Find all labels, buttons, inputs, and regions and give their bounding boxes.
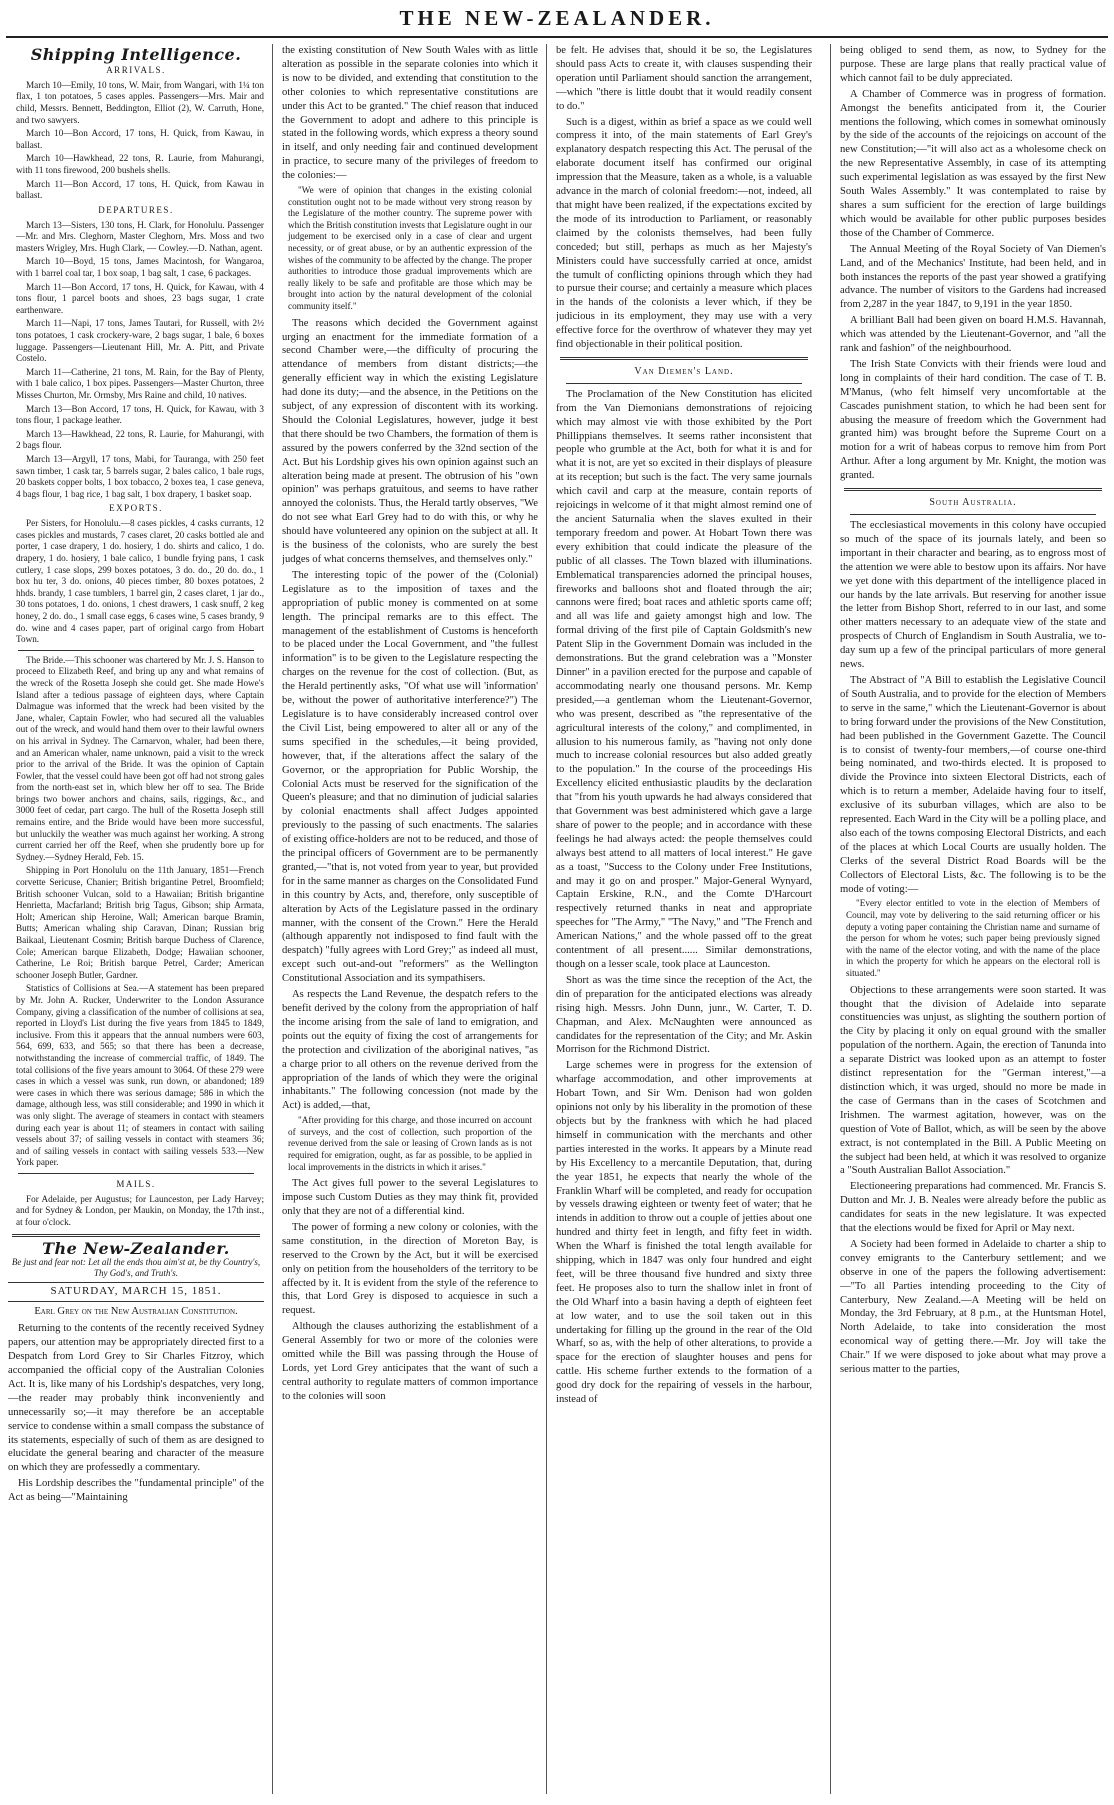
article-paragraph: As respects the Land Revenue, the despatch refers to the benefit derived by the colony from the appropriation of half the income arising from the sale of land to emigration, and points out the equity of fixing the cost of arrangements for the protection and civilization of the aboriginal natives, "as a charge prior to all others on the revenue derived from the appropriation of the lands of which they were the original inhabitants." The following concession (not made by the Act) is added,—that, [282, 989, 538, 1112]
masthead-rule [6, 36, 1108, 38]
departures-heading: DEPARTURES. [98, 204, 174, 215]
article-paragraph: Electioneering preparations had commenced. Mr. Francis S. Dutton and Mr. J. B. Neales were already before the public as candidates for seats in the new legislature. It was expected that the elections would be fixed for April or May next. [840, 1181, 1106, 1235]
divider [844, 488, 1102, 491]
article-paragraph: The Abstract of "A Bill to establish the Legislative Council of South Australia, and to provide for the election of Members to serve in the same," which the Lieutenant-Governor is about to bring forward under the provisions of the New Constitution, had been published in the Government Gazette. The Council is to consist of twenty-four members,—of course one-third being nominated, and two-thirds elected. It is proposed to divide the Province into sixteen Electoral Districts, each of which is to return a member, Adelaide having four to itself, exclusive of its suburban villages, which are also to be represented. Each Ward in the City will be a polling place, and also each of the towns composing Electoral Districts, and each of the places at which Local Courts are usually holden. The Clerks of the several District Road Boards will be the Collectors of Electoral Lists, &c. The following is to be the mode of voting:— [840, 674, 1106, 895]
quotation: "We were of opinion that changes in the existing colonial constitution ought not to be made without very strong reason by the Legislature of the mother country. The supreme power with which the British constitution invests that Legislature ought in our judgement to be exercised only in a case of clear and urgent necessity, or of great abuse, or by an authentic expression of the wishes of the community to be affected by the change. The proper authorities to introduce those gradual improvements which are really likely to be safe and profitable are those which may be brought into action by the natural development of the colonial community itself." [288, 185, 532, 311]
arrival-entry: March 10—Emily, 10 tons, W. Mair, from Wangari, with 1¼ ton flax, 1 ton potatoes, 5 cases apples. Passengers—Mrs. Mair and child, Messrs. Bennett, Beddington, Elliot (2), W. Carruth, Hone, and two sawyers. [16, 79, 264, 125]
article-paragraph: The Irish State Convicts with their friends were loud and long in complaints of their hard condition. The case of T. B. M'Manus, (who felt himself very uncomfortable at the Cascades punishment station, to which he had been sent for abusing the measure of freedom which the Government had granted him) was brought before the Supreme Court on a motion for a writ of habeas corpus to remove him from Port Arthur. After a long argument by Mr. Knight, the motion was granted. [840, 358, 1106, 482]
section-heading-van-diemens-land: Van Diemen's Land. [634, 365, 734, 377]
departure-entry: March 11—Napi, 17 tons, James Tautari, for Russell, with 2½ tons potatoes, 1 cask crockery-ware, 2 bags sugar, 1 bale, 6 boxes luggage. Passengers—Lieutenant Hill, Mr. A. Pitt, and Private Costelo. [16, 318, 264, 364]
collisions-paragraph: Statistics of Collisions at Sea.—A statement has been prepared by Mr. John A. Rucker, Underwriter to the London Assurance Company, giving a classification of the number of collisions at sea, reported in Lloyd's List during the five years from 1845 to 1849, inclusive. From this it appears that the annual numbers were 603, 564, 699, 633, and 565; so that there has been a decrease, notwithstanding the increase of commercial traffic, of 1849. The total collisions of the five years amount to 3064. Of these 279 were cases in which a vessel was sunk, run down, or abandoned; 189 were cases in which there was serious damage; 586 in which the damage, although less, was still considerable; and 1990 in which it was only slight. The average of steamers in contact with steamers during each year is about 11; of steamers in contact with sailing vessels about 37; of sailing vessels in contact with steamers 36; and of sailing vessels in contact with sailing vessels 533.—New York paper. [16, 983, 264, 1168]
shipping-heading: Shipping Intelligence. [30, 45, 242, 64]
article-paragraph: Objections to these arrangements were soon started. It was thought that the division of Adelaide into separate constituencies was unjust, as slighting the southern portion of the City by placing it only on equal ground with the smaller population of the northern. Again, the erection of Tanunda into a separate District was looked upon as an attempt to foster distinct representation for the "German interest,"—a distinction which, it was urged, should no more be made in the case of Germans than in the cases of Scotchmen and Irishmen. The warmest agitation, however, was on the question of Vote of Ballot, which, as will be seen by the above extract, is not contemplated in the Bill. A Public Meeting on the subject had been held, at which it was resolved to organize a "South Australian Ballot Association." [840, 984, 1106, 1177]
divider [18, 1173, 254, 1174]
departure-entry: March 10—Boyd, 15 tons, James Macintosh, for Wangaroa, with 1 barrel coal tar, 1 box soap, 1 bag salt, 1 case, 6 packages. [16, 256, 264, 279]
article-paragraph: Large schemes were in progress for the extension of wharfage accommodation, and other improvements at Hobart Town, and Sir Wm. Denison had won golden opinions not only by his liberality in the promotion of these objects but by the frankness with which he had placed himself in communication with the merchants and other parties interested in the works. It appears by a Minute read by His Excellency to a mercantile Deputation, that, during the year 1851, he expects that nearly the whole of the Franklin Wharf will be completed, and ready for occupation by vessels drawing eighteen or twenty feet of water; that he intends in addition to throw out a couple of jetties about one hundred and thirty feet in length, and fifty feet in width. When the Wharf is finished the total length available for shipping, which in 1847 was only four hundred and eight feet, will be three thousand five hundred and sixty three feet. He proposes also to turn the shallow inlet in front of the Old Wharf into a basin having a depth of eighteen feet at low water, and to use the soil taken out in this undertaking for filling up the ground in the rear of the Old Wharf, so as, with the help of other alterations, to provide a space for the erection of slaughter houses and pens for cattle. His scheme further extends to the formation of a good dry dock for the repairing of vessels in the harbour, instead of [556, 1060, 812, 1406]
departure-entry: March 13—Argyll, 17 tons, Mabi, for Tauranga, with 250 feet sawn timber, 1 cask tar, 5 barrels sugar, 2 bales calico, 1 bale rugs, 20 baskets copper bolts, 1 box tobacco, 2 boxes tea, 1 case geneva, 4 bags flour, 1 bag rice, 1 bag salt, 1 box drapery, 1 basket soap. [16, 453, 264, 499]
article-paragraph: Although the clauses authorizing the establishment of a General Assembly for two or more of the colonies were omitted while the Bill was passing through the House of Lords, yet Lord Grey anticipates that the want of such a central authority to regulate matters of common importance to the colonies will soon [282, 1321, 538, 1402]
arrivals-heading: ARRIVALS. [106, 64, 166, 75]
exports-heading: EXPORTS. [109, 503, 163, 514]
arrival-entry: March 10—Hawkhead, 22 tons, R. Laurie, from Mahurangi, with 11 tons firewood, 200 bushels shells. [16, 153, 264, 175]
article-paragraph: The interesting topic of the power of the (Colonial) Legislature as to the imposition of taxes and the appropriation of public money is commented on at some length. The principal remarks are to this effect. The management of the establishment of Customs is henceforth to be placed under the Local Government, and "the fullest information" is to be given to the Legislature respecting the charges on the revenue for the cost of collection. (But, as the Herald pertinently asks, "Of what use will 'information' be, without the power of authoritative interference?") The Legislature is to have considerably increased control over the Civil List, being empowered to alter all or any of the sums specified in the schedules,—it being provided, however, that, if the alterations affect the salary of the Governor, or the appropriation for Public Worship, the Colonial Acts must be reserved for the signification of the Queen's pleasure; and that no diminution of judicial salaries by colonial enactments shall affect Judges appointed previously to the passing of such enactments. The salaries of existing office-holders are not to be reduced, and those of the principal officers of Government are to be permanently granted,—"that is, not voted from year to year, but provided for in the same manner as charges on the Consolidated Fund in this country by Acts, and, therefore, only susceptible of alteration by Acts of the Legislature passed in the ordinary manner, with the consent of the Crown." Here the Herald (although apparently not indisposed to find fault with the despatch) "fully agrees with Lord Grey;" as indeed all must, except such out-and-out "reformers" as the Wellington Constitutional Association and its sympathisers. [282, 569, 538, 985]
bride-paragraph: The Bride.—This schooner was chartered by Mr. J. S. Hanson to proceed to Elizabeth Reef, and bring up any and what remains of the wreck of the Rosetta Joseph she could get. She made Howe's Island after a tedious passage of eighteen days, where Captain Dalmague was informed that the wreck had been visited by the Jane, whaler, Captain Fowler, who had secured all the valuables out of the wreck, and would hand them over to their lawful owners on his arrival in Sydney. The Carnarvon, whaler, had been there, and an American whaler, name unknown, paid a visit to the wreck prior to the arrival of the Bride. It was the opinion of Captain Fowler, that the vessel could have been got off had not strong gales from the north-east set in, which blew her off to sea. The Bride brings two bower anchors and chains, sails, riggings, &c., and 3000 feet of cedar, part cargo. The hull of the Rosetta Joseph still remains entire, and the Bride would have been more successful, but unluckily the weather was much against her working. A strong current carried her off the Reef, when she prudently bore up for Sydney.—Sydney Herald, Feb. 15. [16, 654, 264, 862]
divider [12, 1234, 260, 1237]
article-paragraph: A Society had been formed in Adelaide to charter a ship to convey emigrants to the Canterbury settlement; and we observe in one of the papers the following advertisement:—"To all Parties intending proceeding to the City of Canterbury, New Zealand.—A Meeting will be held on Monday, the 3rd February, at 8 p.m., at the Huntsman Hotel, North Adelaide, to take into consideration the most economical way of getting there.—Mr. Joy will take the Chair." If we were disposed to joke about what may prove a serious matter to the parties, [840, 1238, 1106, 1376]
departure-entry: March 11—Bon Accord, 17 tons, H. Quick, for Kawau, with 4 tons flour, 1 parcel boots and shoes, 23 bags sugar, 1 crate earthenware. [16, 281, 264, 315]
mails-entry: For Adelaide, per Augustus; for Launceston, per Lady Harvey; and for Sydney & London, per Maukin, on Monday, the 17th inst., at four o'clock. [16, 1193, 264, 1227]
article-paragraph: The reasons which decided the Government against urging an enactment for the immediate formation of a second Chamber were,—the difficulty of procuring the attendance of members from distant districts;—the generally efficient way in which the existing Legislature had done its duty;—and the absence, in the Petitions on the subject, of any expression of discontent with its working. Should the Colonial Legislatures, however, judge it best that there should be two Chambers, the formation of them is assured by the powers conferred by the 32nd section of the Act. But his Lordship gives his own opinion against such an alteration being made at present. The obtrusion of his "own opinion" was perhaps gratuitous, and seems to have rather annoyed the colonists. Thus, the Herald tartly observes, "We do not see what Earl Grey had to do with this, or why he should have volunteered any opinion on the subject at all. It is the business of the colonists, who are surely the best judges of what concerns themselves, and themselves only." [282, 317, 538, 565]
section-heading-south-australia: South Australia. [929, 497, 1017, 509]
arrival-entry: March 11—Bon Accord, 17 tons, H. Quick, from Kawau in ballast. [16, 178, 264, 201]
column-rule [546, 44, 547, 1794]
departure-entry: March 11—Catherine, 21 tons, M. Rain, for the Bay of Plenty, with 1 bale calico, 1 box pipes. Passengers—Master Churton, three Misses Churton, Mr. Ormsby, Mrs Raine and child, 10 natives. [16, 366, 264, 400]
article-paragraph: The Annual Meeting of the Royal Society of Van Diemen's Land, and of the Mechanics' Institute, had been held, and in both instances the reports of the past year showed a gratifying advance. The number of visitors to the Gardens had increased from 2,287 in the year 1847, to 9,191 in the year 1850. [840, 243, 1106, 311]
article-paragraph: the existing constitution of New South Wales with as little alteration as possible in the separate colonies into which it is now to be divided, and extending that constitution to the other colonies to which representative constitutions are under this Act to be granted." The chief reason that induced the Government to adopt and adhere to this principle is stated in the following words, which express a theory sound in itself, and only needing fair and continued development in practice, to secure many of the privileges of freedom to the colonies:— [282, 45, 538, 182]
article-paragraph: The power of forming a new colony or colonies, with the same constitution, in the direction of Moreton Bay, is reserved to the Crown by the Act, but it will be exercised only on petition from the householders of the territory to be affected by it. It is evident from the style of the reference to this, that Lord Grey is disposed to acquiesce in such a request. [282, 1221, 538, 1317]
divider [560, 357, 808, 360]
article-paragraph: A Chamber of Commerce was in progress of formation. Amongst the benefits anticipated from it, the Courier mentions the following, which comes in somewhat ominously by the side of the accounts of the rejoicings on account of the new Constitution;—"it will also act as a wholesome check on the new Representative Assembly, in case of its attempting such experimental legislation as was essayed by the first New South Wales Assembly." It was contemplated to raise by shares a sum sufficient for the erection of large buildings which would be available for other public purposes besides those of the Chamber of Commerce. [840, 88, 1106, 239]
article-paragraph: Short as was the time since the reception of the Act, the din of preparation for the anticipated elections was already rising high. Messrs. John Dunn, junr., W. Carter, T. D. Chapman, and Alex. McNaughten were announced as candidates for the representation of the City; and Mr. Askin Morrison for the Richmond District. [556, 974, 812, 1056]
article-paragraph: being obliged to send them, as now, to Sydney for the purpose. These are large plans that really practical value of which cannot fail to be duly appreciated. [840, 45, 1106, 84]
column-3 [556, 44, 812, 1794]
column-1 [8, 44, 264, 1794]
column-2 [282, 44, 538, 1794]
quotation: "Every elector entitled to vote in the election of Members of Council, may vote by delivering to the said returning officer or his deputy a voting paper containing the Christian name and surname of the person for whom he votes; such paper being previously signed with the name of the elector voting, and with the name of the place in which the property for which he appears on the electoral roll is situated." [846, 898, 1100, 979]
column-rule [272, 44, 273, 1794]
date-line: SATURDAY, MARCH 15, 1851. [8, 1282, 264, 1302]
article-paragraph: Returning to the contents of the recently received Sydney papers, our attention may be appropriately directed first to a Despatch from Lord Grey to Sir Charles Fitzroy, which accompanied the official copy of the Australian Colonies Act. It is, like many of his Lordship's despatches, very long,—the reader may probably think inconveniently and unnecessarily so;—it may therefore be an acceptable service to condense within a small compass the substance of its statements, especially of such of them as are designed to elucidate the general bearing and character of the measure on which they are professedly a commentary. [8, 1323, 264, 1474]
masthead-title: THE NEW-ZEALANDER. [399, 6, 715, 30]
article-paragraph: be felt. He advises that, should it be so, the Legislatures should pass Acts to create it, with clauses suspending their operation until Parliament should sanction the arrangement,—which "there is little doubt that it would readily consent to do." [556, 45, 812, 112]
departure-entry: March 13—Sisters, 130 tons, H. Clark, for Honolulu. Passenger—Mr. and Mrs. Cleghorn, Master Cleghorn, Mrs. Moss and two masters Wrigley, Mrs. Hugh Clark, — Cowley.—D. Nathan, agent. [16, 219, 264, 253]
article-paragraph: The Act gives full power to the several Legislatures to impose such Custom Duties as they may think fit, provided only that they are not of a differential kind. [282, 1178, 538, 1218]
exports-entry: Per Sisters, for Honolulu.—8 cases pickles, 4 casks currants, 12 cases pickles and mustards, 7 cases claret, 20 casks bottled ale and porter, 1 case drapery, 1 do. hosiery, 1 do. shirts and calico, 1 do. drapery, 1 do. hosiery, 1 bale calico, 1 bundle frying pans, 1 cask cutlery, 1 case slops, 299 boxes potatoes, 3 do. do., 20 do. do., 1 box hu ter, 3 do. onions, 40 pieces timber, 80 boxes potatoes, 2 hhds. brandy, 1 case tumblers, 1 barrel gin, 2 cases claret, 1 jar do., 30 tons potatoes, 1 do. onions, 1 chest drawers, 1 cask snuff, 2 keg honey, 2 do. do., 1 small case eggs, 6 cases wine, 5 cases brandy, 9 do. wine and 4 cases paper, part of original cargo from Hobart Town. [16, 518, 264, 645]
masthead [0, 0, 1114, 40]
paper-title: The New-Zealander. [42, 1238, 230, 1258]
article-paragraph: A brilliant Ball had been given on board H.M.S. Havannah, which was attended by the Lieutenant-Governor, and "all the rank and fashion" of the neighbourhood. [840, 315, 1106, 355]
honolulu-paragraph: Shipping in Port Honolulu on the 11th January, 1851—French corvette Sericuse, Chanier; British brigantine Petrel, Broomfield; British schooner Vulcan, sold to a Hawaiian; British brigantine Henrietta, Macfarland; British brig Tagus, Gibson; ship Armata, Holt; American ship Heroine, Wall; American barque Bramin, Butts; American whaling ship Caravan, Dinan; Russian brig Baikaal, Lieutenant Cosmin; British barque Duchess of Clarence, Cole; American barque Elizabeth, Dodge; Hawaiian schooner, Catherine, Le Roi; British barque Petrel, Carder; American schooner Joseph Butler, Gardner. [16, 865, 264, 980]
divider [566, 383, 802, 384]
article-paragraph: The ecclesiastical movements in this colony have occupied so much of the space of its journals lately, and been so important in their character and bearing, as to engross most of the attention we were able to bestow upon its affairs. Nor have we yet done with this department of the intelligence placed in our hands by the late arrivals. But reserving for another issue the letter from Bishop Short, referred to in our last, and some other matters necessary to an adequate view of the state and prospects of Church of Englandism in South Australia, we to-day sum up a few of the principal particulars of more general news. [840, 520, 1106, 671]
mails-heading: MAILS. [116, 1178, 156, 1189]
article-paragraph: The Proclamation of the New Constitution has elicited from the Van Diemonians demonstrations of rejoicing which may almost vie with those exhibited by the Port Phillippians themselves. It seems rather inconsistent that people who grumble at the Act, both for what it is and for what it is not, are yet so excited in their displays of pleasure at its reception; but such is the fact. The very same journals which cavil and carp at the measure, contain reports of rejoicings in welcome of it that might almost remind one of the ancient Saturnalia when the slaves exulted in their temporary freedom and power. At Hobart Town there was every exhibition that could indicate the pleasure of the public of all classes. The Town blazed with illuminations. Emblematical transparencies adorned the principal houses, fireworks and balloons shot and floated through the air; cannons were fired; boat races and athletic sports came off; and all was life and gaiety amongst high and low. The formal driving of the first pile of Captain Goldsmith's new Patent Slip in the Government Domain was included in the demonstrations. But the grand celebration was a "Monster Dinner" in a pavilion erected for the purpose and capable of accommodating nearly one thousand persons. Mr. Kemp presided,—a gentleman whom the Lieutenant-Governor, who was present, described as "the representative of the agricultural interests of the colony," and complimented, in allusion to his numerous family, as "having not only done much to increase colonial resources but also added greatly to the population." In the course of the proceedings His Excellency elicited enthusiastic plaudits by the declaration that "from his youth upwards he had always considered that that Government was best administered which gave a large share of power to the people; and in accordance with these feelings he had always acted: the people themselves could always best attend to all matters of local interest." He gave as a toast, "Success to the Colony under Free Institutions, and may it go on and prosper." Major-General Wynyard, Captain Erskine, R.N., and the Comte D'Harcourt respectively returned thanks in neat and appropriate speeches for "The Army," "The Navy," and "The French and American Nations," and the whole passed off to the great contentment of all present...... Similar demonstrations, though on a lesser scale, took place at Launceston. [556, 388, 812, 970]
article-title: Earl Grey on the New Australian Constitution. [34, 1306, 238, 1318]
quotation: "After providing for this charge, and those incurred on account of surveys, and the cost of collection, such proportion of the revenue derived from the sale or leasing of Crown lands as is not required for emigration, ought, as far as possible, to be applied in local improvements in the districts in which it arises." [288, 1115, 532, 1172]
arrival-entry: March 10—Bon Accord, 17 tons, H. Quick, from Kawau, in ballast. [16, 128, 264, 150]
article-paragraph: Such is a digest, within as brief a space as we could well compress it into, of the main statements of Earl Grey's explanatory despatch respecting this Act. The perusal of the elaborate document itself has confirmed our original impression that the Measure, taken as a whole, is a valuable advance in the march of colonial freedom:—not, indeed, all that might have been realized, if the expectations excited by the mode of its introduction to Parliament, or reasonably claimed by the colonists themselves, had been fully conceded; but still, perhaps as much as her Majesty's Ministers could have successfully carried at once, amidst the tumult of conflicting opinions through which they had to pursue their course; and certainly a measure which places in the hands of the colonists a lever which, if they be judicious in its employment, they may use with a very effective force for the overthrow of whatever they may yet find objectionable in their political position. [556, 116, 812, 351]
departure-entry: March 13—Bon Accord, 17 tons, H. Quick, for Kawau, with 3 tons flour, 1 package leather. [16, 403, 264, 426]
article-paragraph: His Lordship describes the "fundamental principle" of the Act as being—"Maintaining [8, 1478, 264, 1504]
divider [850, 514, 1096, 515]
divider [18, 650, 254, 651]
motto: Be just and fear not: Let all the ends thou aim'st at, be thy Country's, Thy God's, and Truth's. [11, 1257, 261, 1279]
column-4 [840, 44, 1106, 1794]
departure-entry: March 13—Hawkhead, 22 tons, R. Laurie, for Mahurangi, with 2 bags flour. [16, 428, 264, 451]
column-rule [830, 44, 831, 1794]
